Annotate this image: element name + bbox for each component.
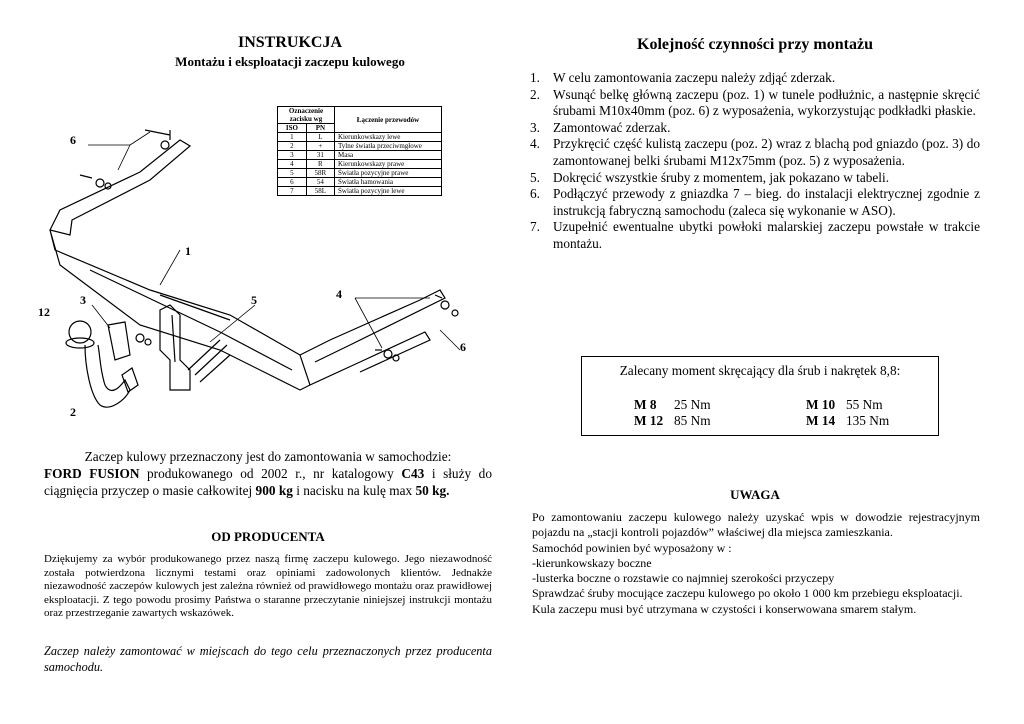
table-row: 6 54 Światła hamowania (278, 178, 442, 187)
producer-text: Dziękujemy za wybór produkowanego przez naszą firmę zaczepu kulowego. Jego niezawodność została potwierdzona licznymi testami oraz opiniami zadowolonych klientów. Jednakże niezawodność zaczepów kulowych jest zależna również od prawidłowego montażu oraz prawidłowej eksploatacji. Z tego powodu prosimy Państwa o staranne przeczytanie niniejszej instrukcji montażu oraz przestrzeganie zawartych wskazówek. (44, 553, 492, 619)
list-item: 5. Dokręcić wszystkie śruby z momentem, jak pokazano w tabeli. (530, 169, 890, 185)
list-item: 3. Zamontować zderzak. (530, 119, 671, 135)
ball-load: 50 kg. (415, 483, 450, 498)
torque-item: M 12 85 Nm (634, 413, 711, 428)
list-item: 7. Uzupełnić ewentualne ubytki powłoki malarskiej zaczepu powstałe w trakcie montażu. (530, 219, 980, 251)
assembly-title: Kolejność czynności przy montażu (637, 36, 873, 53)
trailer-mass: 900 kg (255, 483, 293, 498)
list-item: 1. W celu zamontowania zaczepu należy zdjąć zderzak. (530, 70, 836, 85)
table-row: 3 31 Masa (278, 151, 442, 160)
center-bracket (160, 305, 190, 390)
bolt-top (145, 130, 170, 140)
main-beam (50, 230, 310, 390)
table-row: 2 + Tylne światła przeciwmgłowe (278, 142, 442, 151)
callout-3: 3 (80, 293, 86, 307)
ball-neck (85, 345, 130, 407)
torque-item: M 10 55 Nm (806, 397, 883, 412)
producer-note: Zaczep należy zamontować w miejscach do tego celu przeznaczonych przez producenta samochodu. (44, 644, 492, 674)
catalog-number: C43 (401, 466, 425, 481)
torque-item: M 8 25 Nm (634, 397, 711, 412)
warning-text: Po zamontowaniu zaczepu kulowego należy uzyskać wpis w dowodzie rejestracyjnym pojazdu na „stacji kontroli pojazdów” właściwej dla miejsca zamieszkania. Samochód powinien być wyposażony w : -kierunkowskazy boczne -lusterka boczne o rozstawie co najmniej szerokości przyczepy Sprawdzać śruby mocujące zaczepu kulowego po około 1 000 km przebiegu eksploatacji. Kula zaczepu musi być utrzymana w czystości i konserwowana smarem stałym. (532, 510, 980, 616)
table-row: 5 58R Światła pozycyjne prawe (278, 169, 442, 178)
torque-item: M 14 135 Nm (806, 413, 890, 428)
assembly-steps (530, 70, 980, 253)
page-title: INSTRUKCJA (237, 34, 342, 51)
table-row: 1 L Kierunkowskazy lewe (278, 133, 442, 142)
table-row: 4 R Kierunkowskazy prawe (278, 160, 442, 169)
torque-title: Zalecany moment skręcający dla śrub i nakrętek 8,8: (619, 363, 901, 378)
torque-box (581, 356, 939, 436)
list-item: 6. Podłączyć przewody z gniazdka 7 – bieg. do instalacji elektrycznej zgodnie z instrukcją fabryczną samochodu (zaleca się wykonanie w ASO). (530, 186, 980, 218)
callout-2: 2 (70, 405, 76, 419)
wiring-header-group: Oznaczenie zacisku wg (278, 107, 335, 124)
beam-left-arm (50, 140, 190, 235)
socket-plate (108, 322, 130, 360)
car-model: FORD FUSION (44, 466, 140, 481)
list-item: 4. Przykręcić część kulistą zaczepu (poz. 2) wraz z blachą pod gniazdo (poz. 3) do zamontowanej belki śrubami M12x75mm (poz. 5) z wyposażenia. (530, 136, 980, 168)
beam-right-arm (300, 290, 445, 362)
ball (69, 321, 91, 343)
callout-12: 12 (38, 305, 50, 319)
wiring-header-iso: ISO (278, 124, 307, 133)
callout-5: 5 (251, 293, 257, 307)
wiring-header-pn: PN (306, 124, 334, 133)
warning-heading: UWAGA (730, 487, 780, 502)
callout-6-left: 6 (70, 133, 76, 147)
table-row: 7 58L Światła pozycyjne lewe (278, 187, 442, 196)
intro-paragraph: Zaczep kulowy przeznaczony jest do zamontowania w samochodzie: FORD FUSION produkowanego od 2002 r., nr katalogowy C43 i służy do ciągnięcia przyczep o masie całkowitej 900 kg i nacisku na kulę max 50 kg. (44, 449, 492, 498)
wiring-table (277, 106, 442, 196)
intro-line1: Zaczep kulowy przeznaczony jest do zamontowania w samochodzie: (84, 449, 452, 464)
callout-1: 1 (185, 244, 191, 258)
producer-heading: OD PRODUCENTA (211, 529, 325, 544)
callout-4: 4 (336, 287, 342, 301)
list-item: 2. Wsunąć belkę główną zaczepu (poz. 1) w tunele podłużnic, a następnie skręcić śrubami M10x40mm (poz. 6) z wyposażenia, wykorzystując podkładki płaskie. (530, 86, 980, 119)
wiring-header-conn: Łączenie przewodów (335, 107, 442, 133)
callout-6-right: 6 (460, 340, 466, 354)
page-subtitle: Montażu i eksploatacji zaczepu kulowego (175, 54, 405, 69)
